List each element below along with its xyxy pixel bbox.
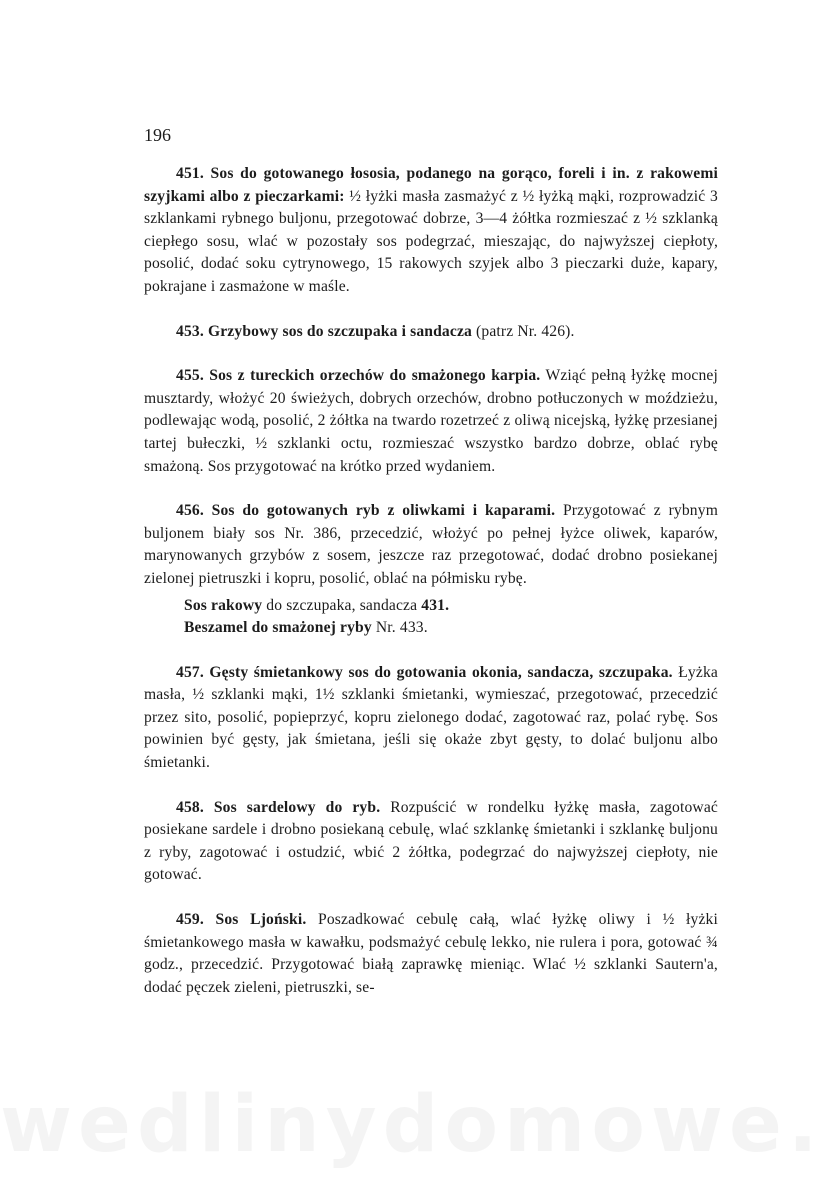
recipe-title: Sos z tureckich orzechów do smażonego karpia.	[209, 367, 541, 385]
reference-title: Sos rakowy	[184, 596, 263, 614]
reference-sos-rakowy	[144, 595, 718, 618]
recipe-title: Sos Ljoński.	[215, 911, 307, 929]
recipe-number: 458.	[176, 798, 204, 816]
recipe-number: 456.	[176, 502, 204, 520]
recipe-458	[144, 797, 718, 887]
recipe-title: Sos do gotowanych ryb z oliwkami i kaparami.	[211, 502, 556, 520]
recipe-455	[144, 365, 718, 478]
watermark	[0, 1080, 829, 1170]
page-number: 196	[144, 125, 171, 145]
recipe-456	[144, 500, 718, 590]
page-content	[144, 163, 718, 999]
recipe-title: Grzybowy sos do szczupaka i sandacza	[207, 322, 472, 340]
reference-beszamel	[144, 617, 718, 640]
recipe-body: ½ łyżki masła zasmażyć z ½ łyżką mąki, rozprowadzić 3 szklankami rybnego buljonu, przegotować dobrze, 3—4 żółtka rozmieszać z ½ szklanką ciepłego sosu, wlać w pozostały sos podegrzać, mieszając, do najwyższej ciepłoty, posolić, dodać soku cytrynowego, 15 rakowych szyjek albo 3 pieczarki duże, kapary, pokrajane i zasmażone w maśle.	[144, 187, 718, 295]
reference-body: Nr. 433.	[375, 619, 428, 637]
recipe-body: Łyżka masła, ½ szklanki mąki, 1½ szklanki śmietanki, wymieszać, przegotować, przecedzić przez sito, posolić, popieprzyć, kopru zielonego dodać, zagotować raz, polać rybę. Sos powinien być gęsty, jak śmietana, jeśli się okaże zbyt gęsty, to dolać buljonu albo śmietanki.	[144, 663, 718, 772]
recipe-body: (patrz Nr. 426).	[476, 322, 575, 340]
reference-title: Beszamel do smażonej ryby	[184, 619, 372, 637]
recipe-number: 453.	[176, 322, 204, 340]
recipe-body: Wziąć pełną łyżkę mocnej musztardy, włożyć 20 świeżych, dobrych orzechów, drobno potłuczonych w moździeżu, podlewając wodą, posolić, 2 żółtka na twardo rozetrzeć z oliwą nicejską, łyżkę przesianej tartej bułeczki, ½ szklanki octu, rozmieszać wszystko bardzo dobrze, oblać rybę smażoną. Sos przygotować na krótko przed wydaniem.	[144, 367, 718, 475]
recipe-459	[144, 909, 718, 999]
recipe-number: 451.	[176, 165, 204, 182]
recipe-title: Sos do gotowanego łososia, podanego na gorąco, foreli i in. z rakowemi szyjkami albo z pieczarkami:	[144, 165, 718, 205]
recipe-457	[144, 662, 718, 775]
recipe-body: Przygotować z rybnym buljonem biały sos Nr. 386, przecedzić, włożyć po pełnej łyżce oliwek, kaparów, marynowanych grzybów z sosem, jeszcze raz przegotować, dodać drobno posiekanej zielonej pietruszki i kopru, posolić, oblać na półmisku rybę.	[144, 502, 718, 587]
recipe-number: 459.	[176, 911, 204, 929]
recipe-body: Poszadkować cebulę całą, wlać łyżkę oliwy i ½ łyżki śmietankowego masła w kawałku, podsmażyć cebulę lekko, nie rulera i pora, gotować ¾ godz., przecedzić. Przygotować białą zaprawkę mieniąc. Wlać ½ szklanki Sautern'a, dodać pęczek zieleni, pietruszki, se-	[144, 911, 718, 996]
recipe-number: 457.	[176, 663, 204, 681]
recipe-453	[144, 321, 718, 344]
recipe-title: Sos sardelowy do ryb.	[213, 798, 381, 816]
recipe-body: Rozpuścić w rondelku łyżkę masła, zagotować posiekane sardele i drobno posiekaną cebulę, wlać szklankę śmietanki i szklankę buljonu z ryby, zagotować i ostudzić, wbić 2 żółtka, podegrzać do najwyższej ciepłoty, nie gotować.	[144, 798, 718, 884]
recipe-number: 455.	[176, 367, 204, 385]
recipe-451	[144, 163, 718, 299]
reference-body: do szczupaka, sandacza	[266, 596, 418, 614]
reference-number: 431.	[421, 596, 450, 614]
recipe-title: Gęsty śmietankowy sos do gotowania okonia, sandacza, szczupaka.	[209, 663, 673, 681]
